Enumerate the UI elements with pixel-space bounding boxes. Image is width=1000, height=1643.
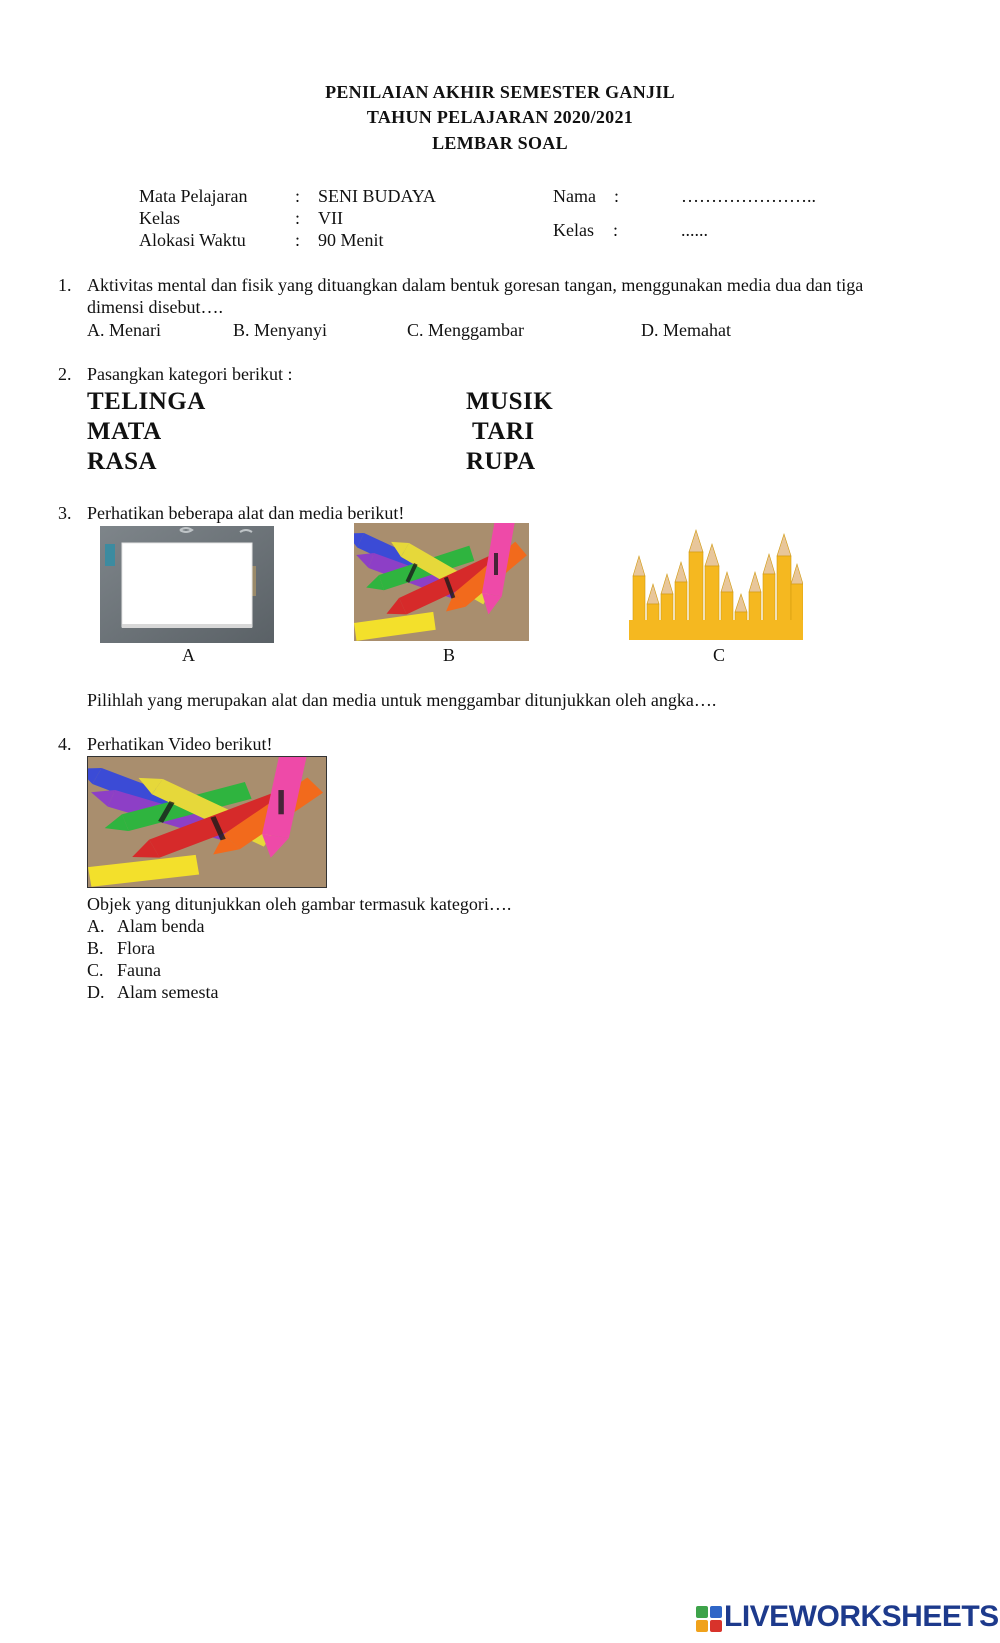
subject-value: SENI BUDAYA <box>318 186 436 206</box>
q2-number: 2. <box>58 364 72 384</box>
q2-text: Pasangkan kategori berikut : <box>87 364 293 384</box>
nama-sep: : <box>614 186 620 206</box>
image-b-crayons <box>354 523 529 641</box>
time-sep: : <box>295 230 301 250</box>
q1-option-a[interactable]: A. Menari <box>87 320 161 340</box>
time-label: Alokasi Waktu <box>139 230 246 250</box>
kelas-label: Kelas <box>553 220 594 240</box>
q3-question: Pilihlah yang merupakan alat dan media untuk menggambar ditunjukkan oleh angka…. <box>87 690 717 710</box>
q4-option-c[interactable]: Fauna <box>117 960 161 980</box>
q4-option-b-letter: B. <box>87 938 104 958</box>
q2-left-item-1[interactable]: TELINGA <box>87 388 206 415</box>
class-value: VII <box>318 208 343 228</box>
q1-number: 1. <box>58 275 72 295</box>
q4-option-a-letter: A. <box>87 916 105 936</box>
image-c-pencils <box>629 524 803 640</box>
q1-text-line-2: dimensi disebut…. <box>87 297 223 317</box>
q4-question: Objek yang ditunjukkan oleh gambar termasuk kategori…. <box>87 894 512 914</box>
q1-text-line-1: Aktivitas mental dan fisik yang dituangkan dalam bentuk goresan tangan, menggunakan media dua dan tiga <box>87 275 864 295</box>
brand-text: LIVEWORKSHEETS <box>724 1600 999 1633</box>
title-line-2: TAHUN PELAJARAN 2020/2021 <box>366 107 634 127</box>
q4-option-a[interactable]: Alam benda <box>117 916 205 936</box>
q4-option-d-letter: D. <box>87 982 105 1002</box>
kelas-blank[interactable]: ...... <box>681 220 708 240</box>
q1-option-c[interactable]: C. Menggambar <box>407 320 524 340</box>
q4-text: Perhatikan Video berikut! <box>87 734 273 754</box>
image-a-paper <box>100 526 274 643</box>
image-b-label: B <box>443 645 456 665</box>
time-value: 90 Menit <box>318 230 384 250</box>
q2-right-item-2[interactable]: TARI <box>472 418 535 445</box>
q4-option-d[interactable]: Alam semesta <box>117 982 219 1002</box>
kelas-sep: : <box>613 220 619 240</box>
q1-option-d[interactable]: D. Memahat <box>641 320 731 340</box>
liveworksheets-logo[interactable] <box>696 1598 999 1638</box>
image-a-label: A <box>182 645 195 665</box>
q4-option-c-letter: C. <box>87 960 104 980</box>
nama-label: Nama <box>553 186 596 206</box>
image-c-label: C <box>713 645 726 665</box>
class-sep: : <box>295 208 301 228</box>
q2-left-item-2[interactable]: MATA <box>87 418 162 445</box>
q2-left-item-3[interactable]: RASA <box>87 448 158 475</box>
subject-label: Mata Pelajaran <box>139 186 248 206</box>
nama-blank[interactable]: ………………….. <box>681 186 816 206</box>
q2-right-item-3[interactable]: RUPA <box>466 448 536 475</box>
subject-sep: : <box>295 186 301 206</box>
title-line-1: PENILAIAN AKHIR SEMESTER GANJIL <box>325 82 675 102</box>
class-label: Kelas <box>139 208 180 228</box>
q3-number: 3. <box>58 503 72 523</box>
q2-right-item-1[interactable]: MUSIK <box>466 388 554 415</box>
logo-grid-icon <box>696 1606 722 1632</box>
q4-option-b[interactable]: Flora <box>117 938 155 958</box>
title-line-3: LEMBAR SOAL <box>432 133 568 153</box>
video-crayons-thumbnail[interactable] <box>87 756 327 888</box>
q3-text: Perhatikan beberapa alat dan media berikut! <box>87 503 405 523</box>
q1-option-b[interactable]: B. Menyanyi <box>233 320 327 340</box>
q4-number: 4. <box>58 734 72 754</box>
